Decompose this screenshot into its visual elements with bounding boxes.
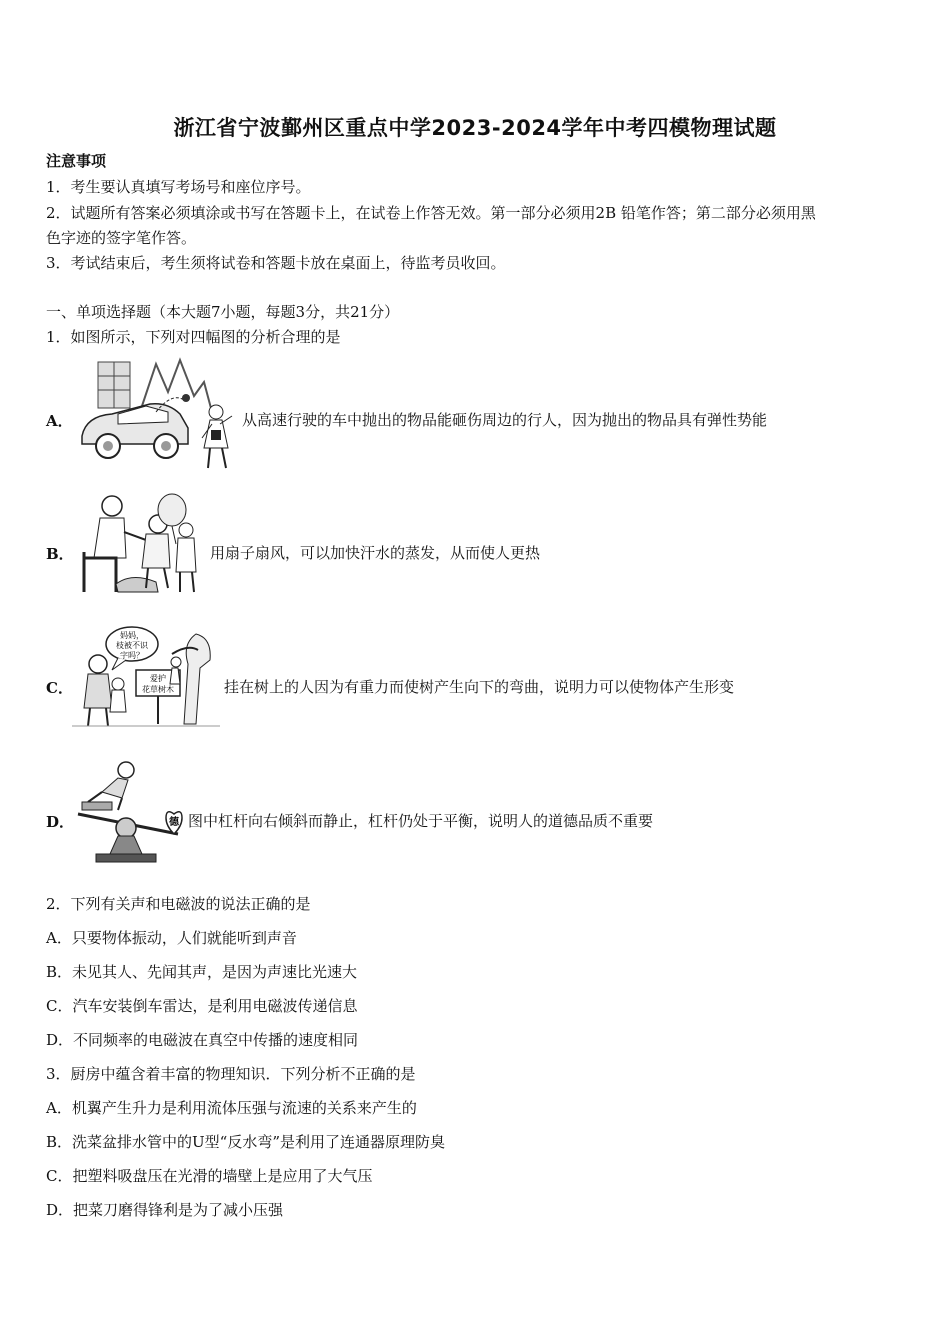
notice-item-3: 3．考试结束后，考生须将试卷和答题卡放在桌面上，待监考员收回。 xyxy=(46,254,506,272)
q1-option-a-text: 从高速行驶的车中抛出的物品能砸伤周边的行人，因为抛出的物品具有弹性势能 xyxy=(242,411,768,429)
page-title: 浙江省宁波鄞州区重点中学2023-2024学年中考四模物理试题 xyxy=(173,116,777,140)
q1-option-b-letter: B． xyxy=(46,545,74,563)
fan-cooling-illustration xyxy=(72,492,206,598)
q2-option-a: A．只要物体振动，人们就能听到声音 xyxy=(46,929,297,947)
q1-option-c-letter: C． xyxy=(46,679,73,697)
q2-option-c: C．汽车安装倒车雷达，是利用电磁波传递信息 xyxy=(46,997,358,1015)
c-sign-text-2: 花草树木 xyxy=(142,685,174,694)
q2-option-b: B．未见其人、先闻其声，是因为声速比光速大 xyxy=(46,963,358,981)
q1-option-a-letter: A． xyxy=(46,412,73,430)
q2-option-d: D．不同频率的电磁波在真空中传播的速度相同 xyxy=(46,1031,359,1049)
car-throwing-object-illustration xyxy=(72,356,238,472)
c-bubble-text-1: 妈妈， xyxy=(120,631,144,640)
section-heading: 一、单项选择题（本大题7小题，每题3分，共21分） xyxy=(46,303,400,321)
question-3-stem: 3．厨房中蕴含着丰富的物理知识．下列分析不正确的是 xyxy=(46,1065,416,1083)
q3-option-a: A．机翼产生升力是利用流体压强与流速的关系来产生的 xyxy=(46,1099,417,1117)
notice-item-2: 2．试题所有答案必须填涂或书写在答题卡上，在试卷上作答无效。第一部分必须用2B 铅笔作答；第二部分必须用黑 xyxy=(46,204,816,222)
q3-option-c: C．把塑料吸盘压在光滑的墙壁上是应用了大气压 xyxy=(46,1167,373,1185)
q1-option-b-text: 用扇子扇风，可以加快汗水的蒸发，从而使人更热 xyxy=(210,544,541,562)
notice-item-1: 1．考生要认真填写考场号和座位序号。 xyxy=(46,178,311,196)
notice-item-2-cont: 色字迹的签字笔作答。 xyxy=(46,229,197,247)
person-hanging-tree-illustration xyxy=(72,624,220,730)
q1-option-d-letter: D． xyxy=(46,813,75,831)
question-1-stem: 1．如图所示，下列对四幅图的分析合理的是 xyxy=(46,328,341,346)
c-bubble-text-2: 枝被不识 xyxy=(116,641,148,650)
q1-option-d-text: 图中杠杆向右倾斜而静止，杠杆仍处于平衡，说明人的道德品质不重要 xyxy=(188,812,654,830)
notice-heading: 注意事项 xyxy=(46,152,107,170)
q3-option-b: B．洗菜盆排水管中的U型“反水弯”是利用了连通器原理防臭 xyxy=(46,1133,446,1151)
c-sign-text-1: 爱护 xyxy=(150,674,166,683)
q3-option-d: D．把菜刀磨得锋利是为了减小压强 xyxy=(46,1201,284,1219)
question-2-stem: 2．下列有关声和电磁波的说法正确的是 xyxy=(46,895,311,913)
d-heart-text: 德 xyxy=(169,817,179,828)
q1-option-c-text: 挂在树上的人因为有重力而使树产生向下的弯曲，说明力可以使物体产生形变 xyxy=(224,678,735,696)
c-bubble-text-3: 字吗？ xyxy=(120,651,144,660)
morality-balance-illustration xyxy=(72,758,186,866)
